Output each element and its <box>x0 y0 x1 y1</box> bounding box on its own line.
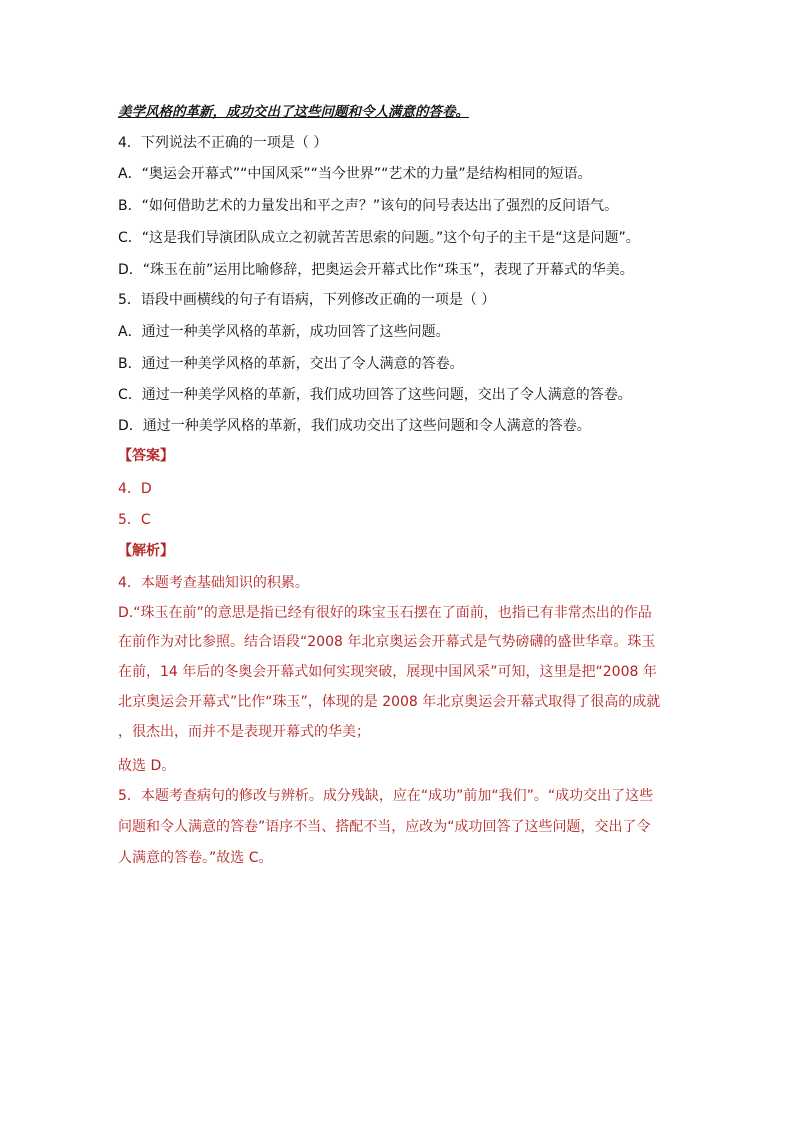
answer-heading: 【答案】 <box>118 448 174 464</box>
question-5-option-d: D．通过一种美学风格的革新，我们成功交出了这些问题和令人满意的答卷。 <box>118 418 591 434</box>
analysis-4-conclusion: 故选 D。 <box>118 758 176 774</box>
question-5-stem: 5．语段中画横线的句子有语病，下列修改正确的一项是（ ） <box>118 292 496 308</box>
question-4-option-d: D．“珠玉在前”运用比喻修辞，把奥运会开幕式比作“珠玉”，表现了开幕式的华美。 <box>118 262 634 278</box>
analysis-4-line-4: 北京奥运会开幕式”比作“珠玉”，体现的是 2008 年北京奥运会开幕式取得了很高的成就 <box>118 694 661 710</box>
analysis-5-line-1: 5．本题考查病句的修改与辨析。成分残缺，应在“成功”前加“我们”。“成功交出了这些 <box>118 788 654 804</box>
question-4-option-c: C．“这是我们导演团队成立之初就苦苦思索的问题。”这个句子的主干是“这是问题”。 <box>118 230 640 246</box>
answer-4: 4．D <box>118 481 152 497</box>
question-4-stem: 4．下列说法不正确的一项是（ ） <box>118 135 328 151</box>
answer-5: 5．C <box>118 512 151 528</box>
analysis-4-line-3: 在前，14 年后的冬奥会开幕式如何实现突破，展现中国风采”可知，这里是把“2008 年 <box>118 664 657 680</box>
analysis-4-intro: 4．本题考查基础知识的积累。 <box>118 575 309 591</box>
analysis-4-line-2: 在前作为对比参照。结合语段“2008 年北京奥运会开幕式是气势磅礴的盛世华章。珠玉 <box>118 634 656 650</box>
analysis-4-line-5: ，很杰出，而并不是表现开幕式的华美； <box>118 724 370 740</box>
question-5-option-c: C．通过一种美学风格的革新，我们成功回答了这些问题，交出了令人满意的答卷。 <box>118 387 632 403</box>
question-5-option-b: B．通过一种美学风格的革新，交出了令人满意的答卷。 <box>118 356 464 372</box>
analysis-5-line-2: 问题和令人满意的答卷”语序不当、搭配不当，应改为“成功回答了这些问题，交出了令 <box>118 819 651 835</box>
analysis-heading: 【解析】 <box>118 543 174 559</box>
analysis-5-line-3: 人满意的答卷。”故选 C。 <box>118 850 273 866</box>
underlined-sentence: 美学风格的革新，成功交出了这些问题和令人满意的答卷。 <box>118 104 469 120</box>
analysis-4-line-1: D.“珠玉在前”的意思是指已经有很好的珠宝玉石摆在了面前，也指已有非常杰出的作品 <box>118 605 652 621</box>
question-5-option-a: A．通过一种美学风格的革新，成功回答了这些问题。 <box>118 324 450 340</box>
question-4-option-b: B．“如何借助艺术的力量发出和平之声？”该句的问号表达出了强烈的反问语气。 <box>118 198 619 214</box>
question-4-option-a: A．“奥运会开幕式”“中国风采”“当今世界”“艺术的力量”是结构相同的短语。 <box>118 166 592 182</box>
